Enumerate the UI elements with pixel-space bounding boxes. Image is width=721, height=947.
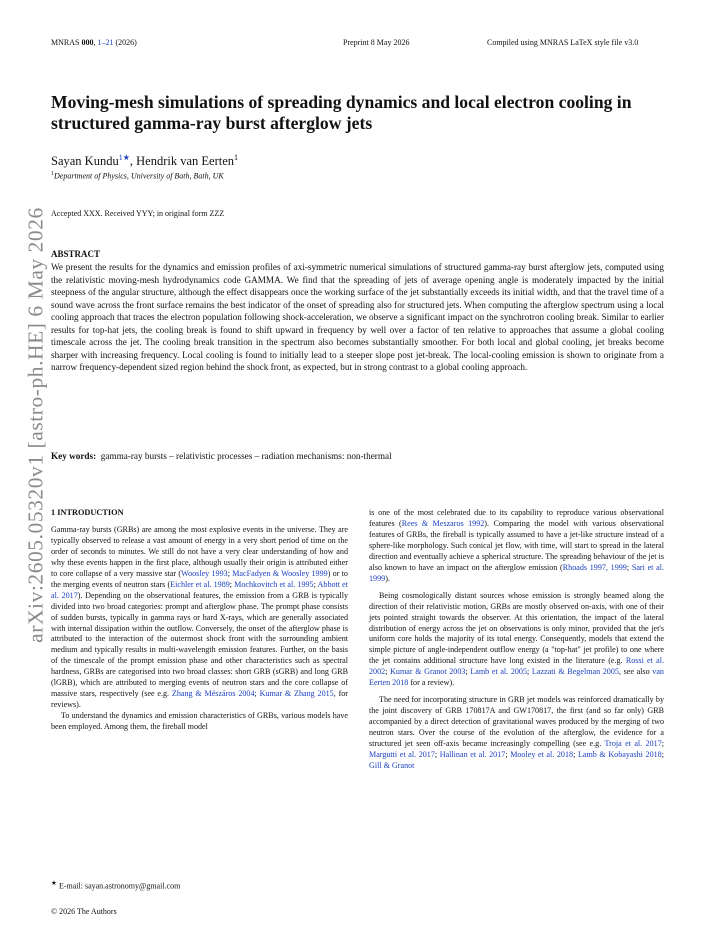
citation-sep: ; [313, 579, 318, 589]
paragraph-text: ) or to the merging events of neutron stars ( [51, 568, 348, 589]
section-heading: 1 INTRODUCTION [51, 508, 124, 517]
paragraph-text: Gamma-ray bursts (GRBs) are among the most explosive events in the universe. They are typically observed to release a vast amount of energy in a very short period of time on the order of seconds to minutes. We still do not have a very clear understanding of how and why these events happen in the first place, although usually their origin is attributed either to core collapse of a very massive star ( [51, 524, 348, 578]
author-affil-mark: 1 [234, 153, 239, 162]
preprint-date: Preprint 8 May 2026 [343, 38, 410, 47]
affiliation-mark: 1 [51, 171, 54, 177]
paragraph [369, 695, 664, 772]
footnote-mark: ★ [51, 880, 57, 887]
citation-link[interactable]: Mooley et al. 2018 [510, 750, 574, 760]
citation-link[interactable]: MacFadyen & Woosley 1999 [232, 568, 328, 578]
citation-link[interactable]: Lazzati & Begelman 2005 [531, 667, 619, 677]
citation-link[interactable]: Zhang & Mészáros 2004 [171, 689, 255, 699]
keywords [51, 451, 392, 461]
citation-link[interactable]: Mochkovitch et al. 1995 [234, 579, 314, 589]
right-column [369, 508, 664, 772]
abstract-heading: ABSTRACT [51, 249, 101, 259]
author-name: Sayan Kundu [51, 154, 119, 169]
citation-link[interactable]: Kumar & Granot 2003 [390, 667, 466, 677]
citation-link[interactable]: Lamb et al. 2005 [470, 667, 528, 677]
paper-title: Moving-mesh simulations of spreading dynamics and local electron cooling in structured gamma-ray burst afterglow jets [51, 92, 632, 133]
citation-link[interactable]: Margutti et al. 2017 [369, 750, 435, 760]
citation-sep: ; [573, 750, 578, 760]
citation-link[interactable]: Rhoads 1997, 1999 [562, 562, 627, 572]
running-header-journal: MNRAS 000, 1–21 (2026) [51, 38, 137, 47]
author-affil-mark[interactable]: 1★ [118, 153, 130, 162]
footnote [51, 879, 180, 891]
paragraph [369, 508, 664, 585]
citation-link[interactable]: Rees & Meszaros 1992 [401, 518, 485, 528]
affiliation-text: Department of Physics, University of Bath, Bath, UK [54, 171, 224, 181]
paragraph-text: Being cosmologically distant sources whose emission is strongly beamed along the direction of their relativistic motion, GRBs are mostly observed on-axis, with one of their jets pointed straight towards the observer. At this orientation, the impact of the lateral distribution of energy across the jet on observations is only minor, provided that the jet's uniform core holds the majority of its total energy. Consequently, models that extend the simple picture of angle-independent outflow energy (a "top-hat" jet profile) to one where the jet contains additional structure have long existed in the literature (e.g. [369, 590, 664, 666]
citation-sep: ; [465, 667, 471, 677]
left-column [51, 508, 348, 733]
citation-sep: ; [661, 739, 664, 749]
author-name: Hendrik van Eerten [136, 154, 235, 169]
citation-sep: ; [626, 562, 632, 572]
citation-link[interactable]: Troja et al. 2017 [604, 739, 662, 749]
journal-year: (2026) [115, 38, 137, 47]
citation-sep: ; [229, 579, 235, 589]
arxiv-stamp-text: arXiv:2605.05320v1 [astro-ph.HE] 6 May 2026 [23, 207, 48, 643]
keywords-label: Key words: [51, 451, 97, 461]
keywords-text: gamma-ray bursts – relativistic processes – radiation mechanisms: non-thermal [100, 451, 392, 461]
citation-link[interactable]: Abbott et al. 2017 [51, 579, 348, 600]
paragraph-text: , see also [618, 667, 653, 677]
citation-sep: ; [527, 667, 532, 677]
citation-link[interactable]: Hallinan et al. 2017 [439, 750, 506, 760]
citation-sep: ; [434, 750, 440, 760]
paragraph [369, 591, 664, 690]
paragraph-text: , for reviews). [51, 689, 349, 710]
citation-link[interactable]: Rossi et al. 2002 [369, 656, 664, 677]
citation-link[interactable]: Woosley 1993 [181, 568, 228, 578]
footnote-text: E-mail: sayan.astronomy@gmail.com [56, 881, 181, 891]
citation-link[interactable]: Sari et al. 1999 [369, 562, 664, 583]
copyright-notice: © 2026 The Authors [51, 907, 117, 916]
author-separator: , [129, 154, 137, 169]
citation-sep: ; [661, 750, 664, 760]
citation-link[interactable]: van Eerten 2018 [369, 667, 664, 688]
paragraph-text: is one of the most celebrated due to its capability to reproduce various observational features ( [369, 508, 664, 528]
citation-link[interactable]: Gill & Granot [369, 760, 415, 770]
citation-sep: ; [505, 750, 511, 760]
citation-sep: ; [385, 667, 391, 677]
paragraph-text: ). [385, 573, 390, 583]
citation-link[interactable]: Lamb & Kobayashi 2018 [577, 750, 662, 760]
paragraph-text: ). Comparing the model with various observational features of GRBs, the fireball is typically assumed to have a jet-like structure instead of a sphere-like morphology. Such conical jet flow, with time, will start to spread in the lateral direction and eventually achieve a spherical structure. The spreading behaviour of the jet is also known to have an impact on the afterglow emission ( [369, 518, 664, 572]
journal-name: MNRAS [51, 38, 80, 47]
author-list [51, 153, 238, 169]
submission-history: Accepted XXX. Received YYY; in original form ZZZ [51, 209, 225, 218]
journal-volume: 000 [81, 38, 94, 47]
paragraph-text: for a review). [408, 678, 455, 688]
paragraph: To understand the dynamics and emission characteristics of GRBs, various models have been employed. Among them, the fireball model [51, 711, 348, 732]
paragraph-text: The need for incorporating structure in GRB jet models was reinforced dramatically by the joint discovery of GRB 170817A and GW170817, the first (and so far only) GRB accompanied by a direct detection of gravitational waves produced by the merging of two neutron stars. Over the course of the evolution of the afterglow, the evidence for a structured jet seen off-axis became increasingly compelling (see e.g. [369, 695, 664, 749]
journal-pages-link[interactable]: 1–21 [97, 38, 114, 47]
citation-link[interactable]: Eichler et al. 1989 [170, 579, 230, 589]
compiled-note: Compiled using MNRAS LaTeX style file v3.0 [487, 38, 639, 47]
abstract-text: We present the results for the dynamics and emission profiles of axi-symmetric numerical simulations of structured gamma-ray burst afterglow jets, computed using the relativistic moving-mesh hydrodynamics code GAMMA. We find that the spreading of jets of average opening angle is moderately impacted by the initial steepness of the angular structure, although the effect disappears once the working surface of the jet substantially exceeds its initial width, and that the travel time of a sound wave across the front surface remains the best indicator of the onset of spreading also for structured jets. When computing the afterglow spectrum using a local cooling approach that traces the electron population following shock-acceleration, we observe a significant impact on the synchrotron cooling break. Similar to earlier results for top-hat jets, the cooling break is found to shift upward in frequency by well over a factor of ten relative to approaches that assume a global cooling timescale across the jet. The cooling break transition in the spectrum also becomes substantially smoother. For both local and global cooling, jet breaks become sharper with increasing frequency. Local cooling is found to initially lead to a steeper slope post jet-break. The local-cooling emission is shown to originate from a narrow frequency-dependent sized region behind the shock front, as expected, but in strong contrast to a global cooling approach. [51, 262, 664, 373]
affiliation [51, 171, 224, 181]
citation-link[interactable]: Kumar & Zhang 2015 [259, 689, 334, 699]
citation-sep: ; [254, 689, 260, 699]
paragraph [51, 525, 348, 711]
paragraph-text: ). Depending on the observational features, the emission from a GRB is typically divided into two broad categories: prompt and afterglow phase. The prompt phase consists of sudden bursts, typically in gamma rays or hard X-rays, which are generally associated with internal dissipation within the outflow. Conversely, the onset of the afterglow phase is attributed to the interaction of the outermost shock front with the surrounding ambient medium and typically results in multi-wavelength emission features. Further, on the basis of the timescale of the prompt emission phase and other characteristics such as spectral hardness, GRBs are categorised into two broad classes: short GRB (sGRB) and long GRB (lGRB), which are attributed to merging events of neutron stars and the core collapse of massive stars, respectively (see e.g. [51, 590, 349, 699]
citation-sep: ; [227, 568, 233, 578]
